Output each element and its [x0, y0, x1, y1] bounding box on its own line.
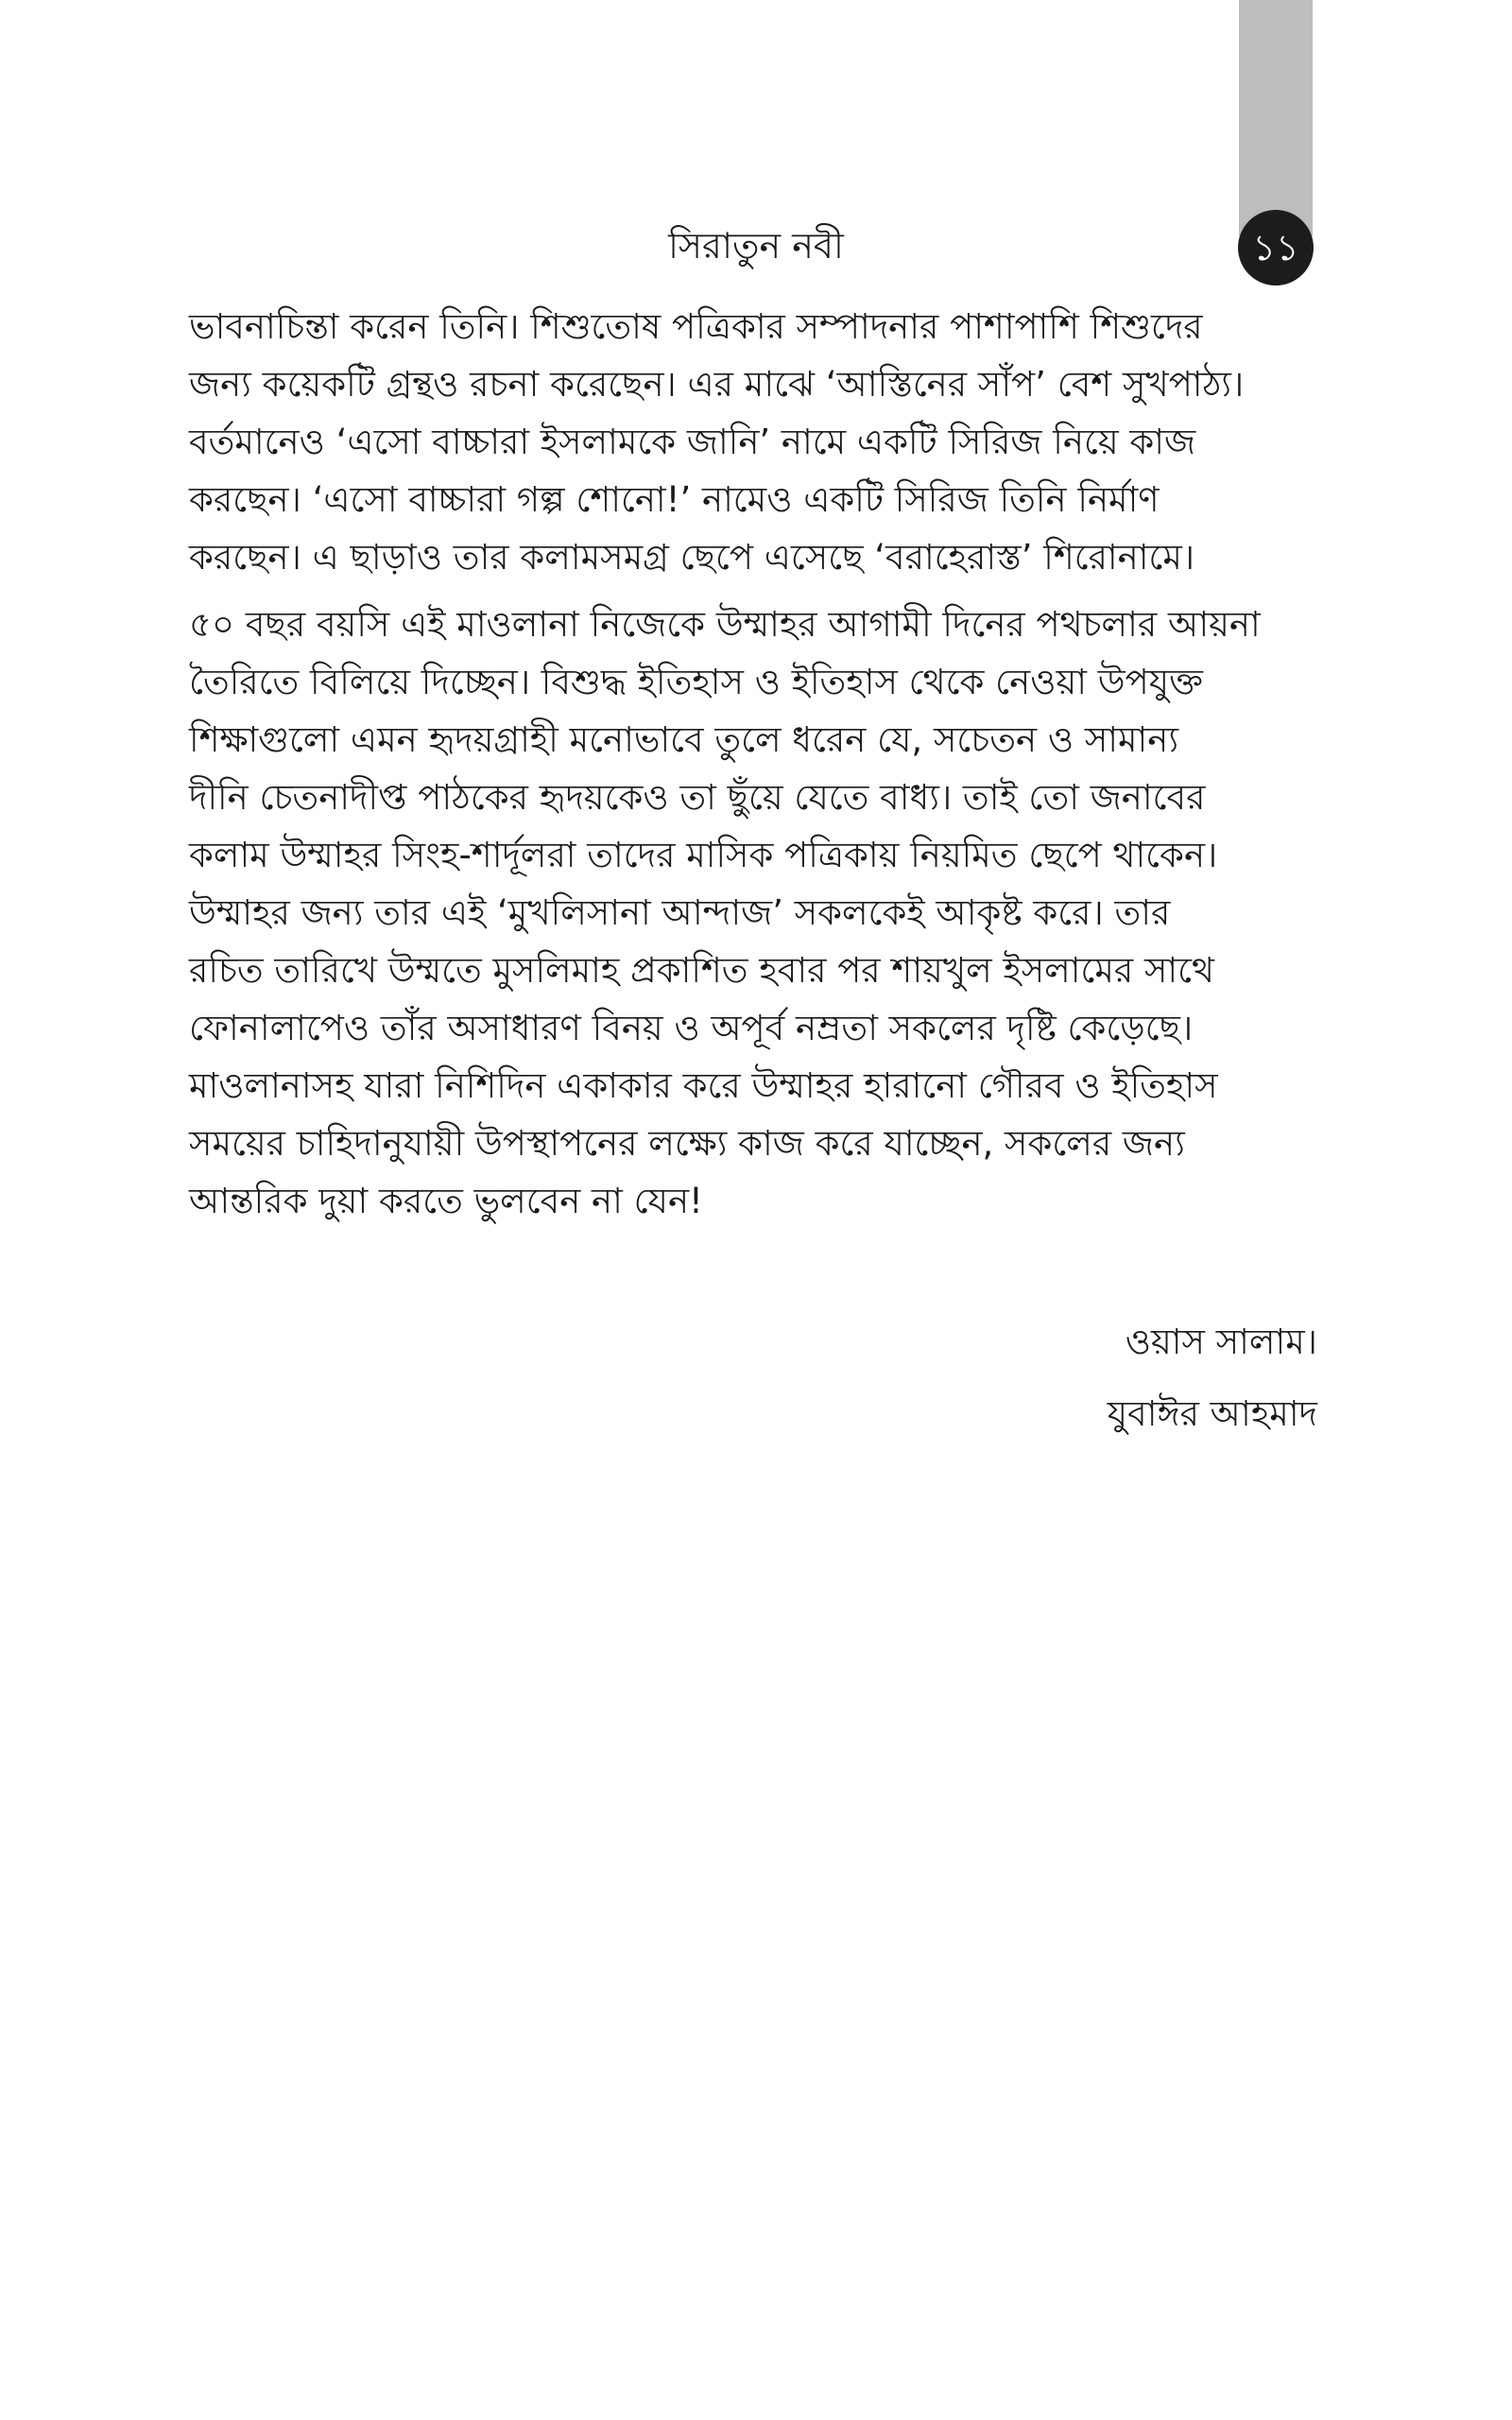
text-line: কলাম উম্মাহর সিংহ-শার্দূলরা তাদের মাসিক পত্রিকায় নিয়মিত ছেপে থাকেন। [189, 835, 1218, 875]
body-text [189, 298, 1319, 1239]
text-line: ভাবনাচিন্তা করেন তিনি। শিশুতোষ পত্রিকার সম্পাদনার পাশাপাশি শিশুদের [189, 306, 1203, 347]
text-line: মাওলানাসহ যারা নিশিদিন একাকার করে উম্মাহর হারানো গৌরব ও ইতিহাস [189, 1065, 1218, 1106]
text-line: করছেন। ‘এসো বাচ্চারা গল্প শোনো!’ নামেও একটি সিরিজ তিনি নির্মাণ [189, 479, 1160, 520]
text-line: রচিত তারিখে উম্মতে মুসলিমাহ প্রকাশিত হবার পর শায়খুল ইসলামের সাথে [189, 950, 1214, 991]
signoff [1108, 1306, 1317, 1450]
text-line: তৈরিতে বিলিয়ে দিচ্ছেন। বিশুদ্ধ ইতিহাস ও ইতিহাস থেকে নেওয়া উপযুক্ত [189, 662, 1203, 702]
signoff-greeting: ওয়াস সালাম। [1125, 1322, 1317, 1362]
text-line: করছেন। এ ছাড়াও তার কলামসমগ্র ছেপে এসেছে ‘বরাহেরাস্ত’ শিরোনামে। [189, 537, 1195, 578]
text-line: দীনি চেতনাদীপ্ত পাঠকের হৃদয়কেও তা ছুঁয়ে যেতে বাধ্য। তাই তো জনাবের [189, 777, 1206, 818]
text-line: উম্মাহর জন্য তার এই ‘মুখলিসানা আন্দাজ’ সকলকেই আকৃষ্ট করে। তার [189, 892, 1171, 933]
text-line: ফোনালাপেও তাঁর অসাধারণ বিনয় ও অপূর্ব নম্রতা সকলের দৃষ্টি কেড়েছে। [189, 1008, 1194, 1048]
page-tab-strip [1239, 0, 1313, 236]
paragraph-1 [189, 298, 1319, 586]
page-number: ১১ [1252, 227, 1299, 268]
text-line: বর্তমানেও ‘এসো বাচ্চারা ইসলামকে জানি’ নামে একটি সিরিজ নিয়ে কাজ [189, 422, 1196, 462]
text-line: সময়ের চাহিদানুযায়ী উপস্থাপনের লক্ষ্যে কাজ করে যাচ্ছেন, সকলের জন্য [189, 1123, 1185, 1164]
signoff-author: যুবাঈর আহমাদ [1107, 1393, 1317, 1434]
text-line: শিক্ষাগুলো এমন হৃদয়গ্রাহী মনোভাবে তুলে ধরেন যে, সচেতন ও সামান্য [189, 719, 1179, 760]
running-head: সিরাতুন নবী [668, 225, 844, 267]
text-line: আন্তরিক দুয়া করতে ভুলবেন না যেন! [189, 1181, 703, 1221]
text-line: জন্য কয়েকটি গ্রন্থও রচনা করেছেন। এর মাঝে ‘আস্তিনের সাঁপ’ বেশ সুখপাঠ্য। [189, 364, 1245, 405]
text-line: ৫০ বছর বয়সি এই মাওলানা নিজেকে উম্মাহর আগামী দিনের পথচলার আয়না [189, 604, 1261, 645]
paragraph-2 [189, 596, 1319, 1230]
